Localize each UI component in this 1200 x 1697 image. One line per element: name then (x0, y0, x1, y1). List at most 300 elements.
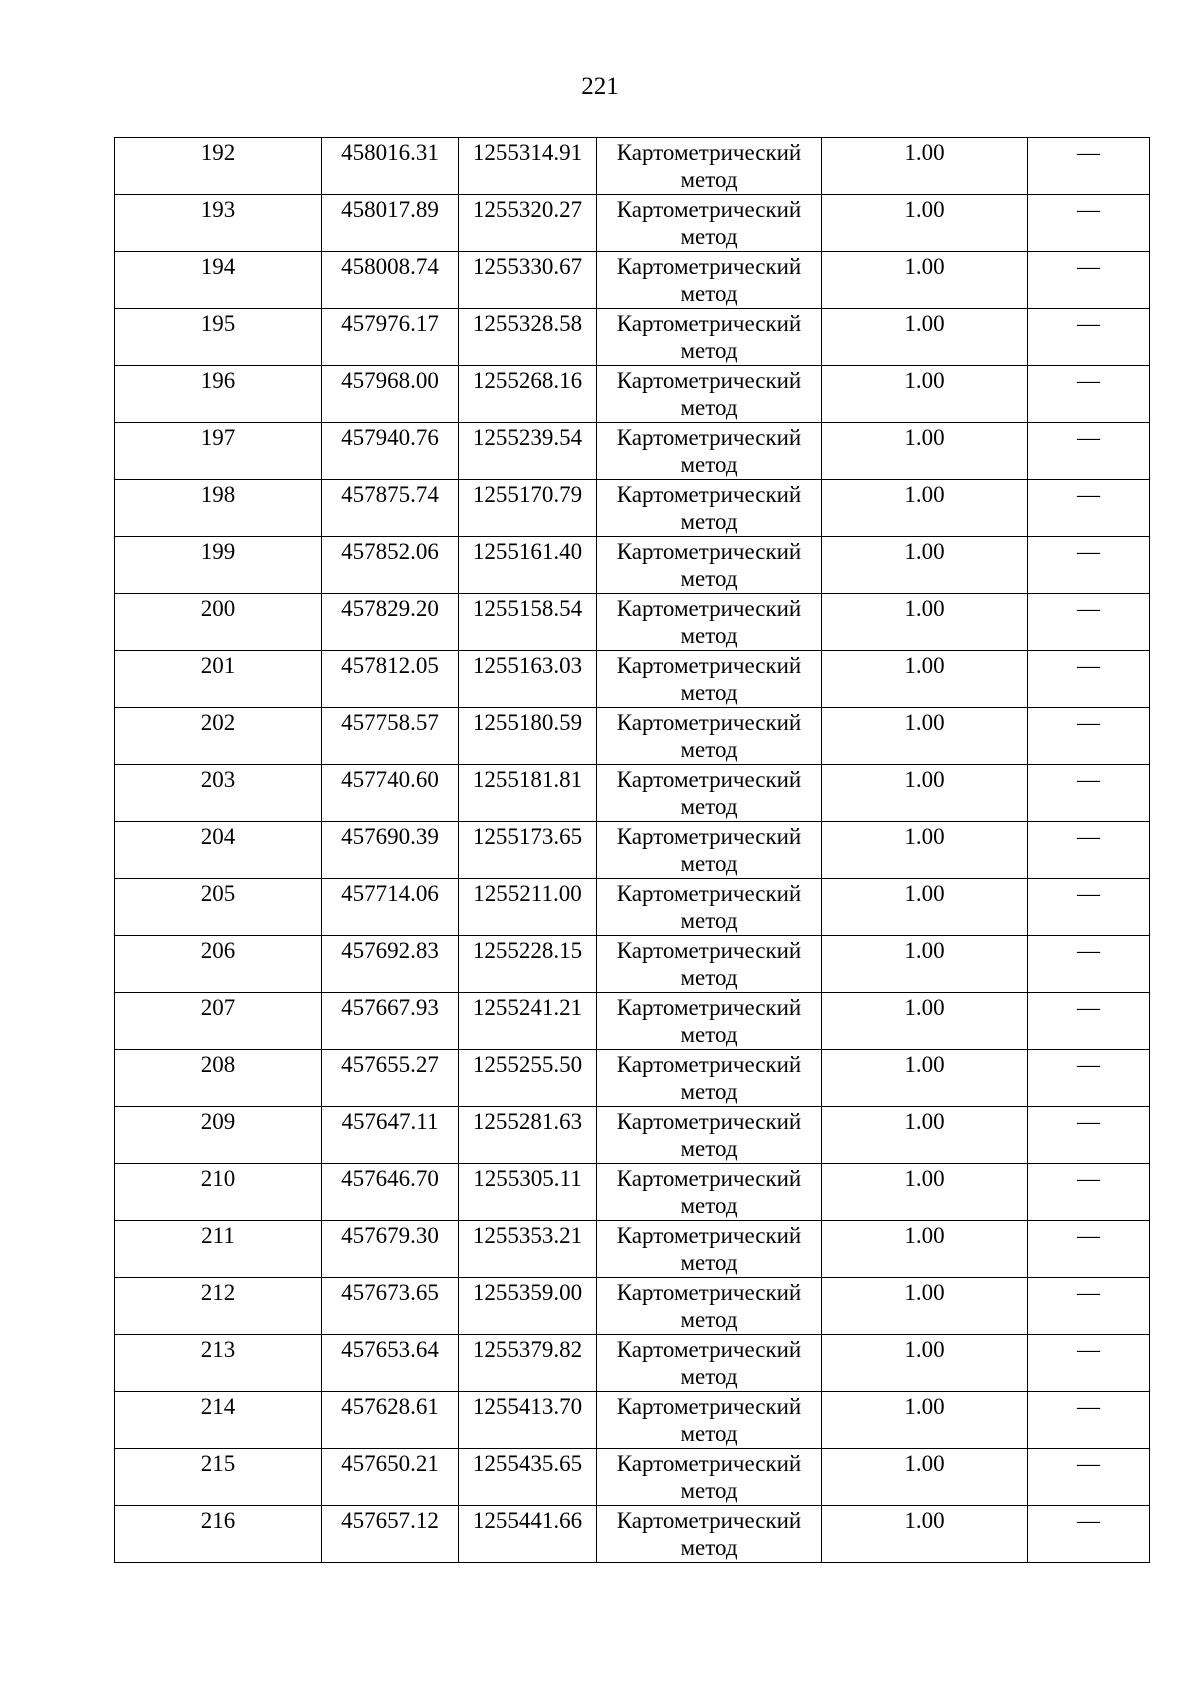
x-coordinate-cell (322, 252, 459, 309)
point-number-cell (115, 1449, 322, 1506)
point-number: 205 (200, 881, 236, 906)
table-row (115, 1506, 1150, 1563)
x-coordinate: 457829.20 (341, 596, 439, 621)
accuracy-value: 1.00 (904, 1451, 945, 1476)
x-coordinate: 457714.06 (341, 881, 439, 906)
description-cell (1028, 708, 1150, 765)
method-text-line1: Картометрический (616, 140, 802, 165)
table-row (115, 993, 1150, 1050)
description-dash: — (1077, 881, 1100, 906)
method-cell (597, 651, 822, 708)
y-coordinate-cell (459, 993, 597, 1050)
method-text-line2: метод (680, 281, 738, 306)
x-coordinate-cell (322, 1449, 459, 1506)
accuracy-value: 1.00 (904, 1394, 945, 1419)
point-number-cell (115, 537, 322, 594)
accuracy-value: 1.00 (904, 1280, 945, 1305)
x-coordinate-cell (322, 366, 459, 423)
y-coordinate-cell (459, 1392, 597, 1449)
y-coordinate: 1255359.00 (472, 1280, 583, 1305)
table-row (115, 1278, 1150, 1335)
method-text-line1: Картометрический (616, 254, 802, 279)
method-text-line2: метод (680, 395, 738, 420)
method-text-line1: Картометрический (616, 425, 802, 450)
coordinates-table (114, 137, 1150, 1563)
y-coordinate-cell (459, 1221, 597, 1278)
accuracy-cell (822, 594, 1028, 651)
method-cell (597, 480, 822, 537)
y-coordinate: 1255281.63 (472, 1109, 583, 1134)
y-coordinate: 1255181.81 (472, 767, 583, 792)
point-number-cell (115, 1164, 322, 1221)
table-row (115, 1221, 1150, 1278)
description-cell (1028, 1278, 1150, 1335)
y-coordinate-cell (459, 1506, 597, 1563)
x-coordinate-cell (322, 480, 459, 537)
y-coordinate-cell (459, 1107, 597, 1164)
description-cell (1028, 1449, 1150, 1506)
description-dash: — (1077, 1508, 1100, 1533)
description-dash: — (1077, 824, 1100, 849)
description-cell (1028, 366, 1150, 423)
description-dash: — (1077, 1109, 1100, 1134)
table-row (115, 765, 1150, 822)
method-cell (597, 1164, 822, 1221)
accuracy-cell (822, 822, 1028, 879)
point-number-cell (115, 1392, 322, 1449)
accuracy-value: 1.00 (904, 596, 945, 621)
y-coordinate-cell (459, 252, 597, 309)
accuracy-value: 1.00 (904, 767, 945, 792)
y-coordinate-cell (459, 708, 597, 765)
point-number: 206 (200, 938, 236, 963)
method-text-line1: Картометрический (616, 368, 802, 393)
method-text-line1: Картометрический (616, 1337, 802, 1362)
y-coordinate-cell (459, 366, 597, 423)
y-coordinate: 1255435.65 (472, 1451, 583, 1476)
description-dash: — (1077, 995, 1100, 1020)
page-number: 221 (581, 73, 619, 100)
description-dash: — (1077, 254, 1100, 279)
point-number-cell (115, 423, 322, 480)
description-dash: — (1077, 425, 1100, 450)
method-cell (597, 309, 822, 366)
point-number: 194 (200, 254, 236, 279)
accuracy-value: 1.00 (904, 254, 945, 279)
method-cell (597, 423, 822, 480)
method-text-line2: метод (680, 1307, 738, 1332)
table-row (115, 480, 1150, 537)
method-cell (597, 1221, 822, 1278)
table-row (115, 195, 1150, 252)
description-cell (1028, 594, 1150, 651)
description-dash: — (1077, 596, 1100, 621)
table-row (115, 879, 1150, 936)
description-cell (1028, 936, 1150, 993)
accuracy-cell (822, 1050, 1028, 1107)
method-cell (597, 537, 822, 594)
x-coordinate: 457758.57 (341, 710, 439, 735)
table-row (115, 1164, 1150, 1221)
description-dash: — (1077, 653, 1100, 678)
description-dash: — (1077, 368, 1100, 393)
description-dash: — (1077, 1166, 1100, 1191)
description-cell (1028, 822, 1150, 879)
x-coordinate: 457679.30 (341, 1223, 439, 1248)
table-row (115, 651, 1150, 708)
x-coordinate-cell (322, 708, 459, 765)
accuracy-cell (822, 1221, 1028, 1278)
y-coordinate-cell (459, 423, 597, 480)
table-row (115, 1392, 1150, 1449)
x-coordinate-cell (322, 423, 459, 480)
point-number: 210 (200, 1166, 236, 1191)
point-number-cell (115, 822, 322, 879)
point-number-cell (115, 1221, 322, 1278)
method-text-line1: Картометрический (616, 311, 802, 336)
point-number-cell (115, 252, 322, 309)
method-text-line1: Картометрический (616, 938, 802, 963)
y-coordinate: 1255163.03 (472, 653, 583, 678)
point-number-cell (115, 1335, 322, 1392)
y-coordinate: 1255314.91 (472, 140, 583, 165)
method-cell (597, 765, 822, 822)
y-coordinate-cell (459, 1278, 597, 1335)
x-coordinate-cell (322, 1221, 459, 1278)
x-coordinate-cell (322, 993, 459, 1050)
x-coordinate: 457690.39 (341, 824, 439, 849)
y-coordinate: 1255228.15 (472, 938, 583, 963)
table-body (115, 138, 1150, 1563)
method-text-line2: метод (680, 224, 738, 249)
accuracy-cell (822, 138, 1028, 195)
method-text-line2: метод (680, 908, 738, 933)
accuracy-value: 1.00 (904, 1052, 945, 1077)
x-coordinate: 458008.74 (341, 254, 439, 279)
accuracy-value: 1.00 (904, 482, 945, 507)
description-cell (1028, 309, 1150, 366)
method-cell (597, 366, 822, 423)
method-text-line2: метод (680, 1421, 738, 1446)
point-number: 202 (200, 710, 236, 735)
point-number: 193 (200, 197, 236, 222)
point-number: 207 (200, 995, 236, 1020)
method-text-line2: метод (680, 1193, 738, 1218)
method-text-line1: Картометрический (616, 482, 802, 507)
description-dash: — (1077, 1280, 1100, 1305)
description-dash: — (1077, 311, 1100, 336)
x-coordinate-cell (322, 1506, 459, 1563)
description-dash: — (1077, 1052, 1100, 1077)
point-number: 203 (200, 767, 236, 792)
y-coordinate-cell (459, 1164, 597, 1221)
method-cell (597, 1107, 822, 1164)
method-cell (597, 195, 822, 252)
method-text-line1: Картометрический (616, 1280, 802, 1305)
method-text-line2: метод (680, 566, 738, 591)
x-coordinate: 458016.31 (341, 140, 439, 165)
x-coordinate: 457852.06 (341, 539, 439, 564)
method-text-line2: метод (680, 680, 738, 705)
method-text-line1: Картометрический (616, 653, 802, 678)
y-coordinate: 1255441.66 (472, 1508, 583, 1533)
accuracy-cell (822, 1335, 1028, 1392)
table-row (115, 1050, 1150, 1107)
description-dash: — (1077, 140, 1100, 165)
method-text-line2: метод (680, 338, 738, 363)
accuracy-cell (822, 537, 1028, 594)
y-coordinate-cell (459, 537, 597, 594)
accuracy-cell (822, 993, 1028, 1050)
point-number-cell (115, 1050, 322, 1107)
method-cell (597, 1392, 822, 1449)
method-text-line1: Картометрический (616, 824, 802, 849)
description-dash: — (1077, 710, 1100, 735)
accuracy-value: 1.00 (904, 881, 945, 906)
description-cell (1028, 651, 1150, 708)
y-coordinate: 1255180.59 (472, 710, 583, 735)
point-number-cell (115, 936, 322, 993)
description-cell (1028, 537, 1150, 594)
y-coordinate: 1255239.54 (472, 425, 583, 450)
accuracy-value: 1.00 (904, 368, 945, 393)
x-coordinate-cell (322, 195, 459, 252)
table-row (115, 1449, 1150, 1506)
point-number: 196 (200, 368, 236, 393)
y-coordinate-cell (459, 480, 597, 537)
x-coordinate-cell (322, 138, 459, 195)
point-number: 198 (200, 482, 236, 507)
method-text-line2: метод (680, 851, 738, 876)
table-row (115, 1335, 1150, 1392)
method-text-line2: метод (680, 1535, 738, 1560)
accuracy-cell (822, 1506, 1028, 1563)
x-coordinate-cell (322, 309, 459, 366)
method-text-line2: метод (680, 1022, 738, 1047)
x-coordinate-cell (322, 1050, 459, 1107)
y-coordinate: 1255170.79 (472, 482, 583, 507)
x-coordinate: 457673.65 (341, 1280, 439, 1305)
point-number-cell (115, 765, 322, 822)
method-cell (597, 1278, 822, 1335)
method-cell (597, 1449, 822, 1506)
x-coordinate: 457653.64 (341, 1337, 439, 1362)
description-dash: — (1077, 197, 1100, 222)
method-cell (597, 936, 822, 993)
method-cell (597, 708, 822, 765)
description-dash: — (1077, 1223, 1100, 1248)
description-dash: — (1077, 482, 1100, 507)
description-cell (1028, 1506, 1150, 1563)
method-text-line1: Картометрический (616, 1223, 802, 1248)
x-coordinate: 457657.12 (341, 1508, 439, 1533)
description-cell (1028, 480, 1150, 537)
description-dash: — (1077, 1337, 1100, 1362)
point-number-cell (115, 594, 322, 651)
y-coordinate: 1255330.67 (472, 254, 583, 279)
x-coordinate-cell (322, 1278, 459, 1335)
description-cell (1028, 195, 1150, 252)
method-text-line2: метод (680, 737, 738, 762)
description-cell (1028, 993, 1150, 1050)
x-coordinate-cell (322, 537, 459, 594)
point-number-cell (115, 1506, 322, 1563)
method-text-line1: Картометрический (616, 710, 802, 735)
point-number-cell (115, 708, 322, 765)
method-text-line1: Картометрический (616, 995, 802, 1020)
point-number-cell (115, 1278, 322, 1335)
point-number-cell (115, 993, 322, 1050)
y-coordinate: 1255320.27 (472, 197, 583, 222)
accuracy-value: 1.00 (904, 938, 945, 963)
table-row (115, 1107, 1150, 1164)
method-text-line1: Картометрический (616, 1052, 802, 1077)
description-dash: — (1077, 938, 1100, 963)
method-text-line1: Картометрический (616, 1109, 802, 1134)
point-number-cell (115, 309, 322, 366)
accuracy-cell (822, 1449, 1028, 1506)
accuracy-value: 1.00 (904, 311, 945, 336)
method-cell (597, 1506, 822, 1563)
x-coordinate: 457650.21 (341, 1451, 439, 1476)
accuracy-value: 1.00 (904, 197, 945, 222)
accuracy-value: 1.00 (904, 539, 945, 564)
point-number-cell (115, 366, 322, 423)
method-cell (597, 1050, 822, 1107)
y-coordinate: 1255211.00 (473, 881, 582, 906)
y-coordinate: 1255353.21 (472, 1223, 583, 1248)
method-text-line1: Картометрический (616, 1394, 802, 1419)
point-number-cell (115, 1107, 322, 1164)
y-coordinate: 1255241.21 (472, 995, 583, 1020)
table-row (115, 594, 1150, 651)
accuracy-cell (822, 423, 1028, 480)
description-dash: — (1077, 1394, 1100, 1419)
accuracy-value: 1.00 (904, 140, 945, 165)
method-text-line2: метод (680, 1478, 738, 1503)
accuracy-cell (822, 480, 1028, 537)
description-cell (1028, 1107, 1150, 1164)
point-number: 192 (200, 140, 236, 165)
x-coordinate: 457647.11 (341, 1109, 439, 1134)
method-cell (597, 1335, 822, 1392)
point-number: 211 (201, 1223, 235, 1248)
x-coordinate: 457740.60 (341, 767, 439, 792)
method-text-line2: метод (680, 1250, 738, 1275)
description-cell (1028, 1221, 1150, 1278)
y-coordinate-cell (459, 309, 597, 366)
x-coordinate: 457646.70 (341, 1166, 439, 1191)
x-coordinate-cell (322, 1392, 459, 1449)
method-text-line2: метод (680, 452, 738, 477)
y-coordinate: 1255413.70 (472, 1394, 583, 1419)
method-text-line1: Картометрический (616, 596, 802, 621)
table-row (115, 252, 1150, 309)
x-coordinate: 457940.76 (341, 425, 439, 450)
accuracy-value: 1.00 (904, 824, 945, 849)
x-coordinate: 457628.61 (341, 1394, 439, 1419)
y-coordinate-cell (459, 651, 597, 708)
point-number: 204 (200, 824, 236, 849)
method-cell (597, 822, 822, 879)
y-coordinate: 1255305.11 (473, 1166, 582, 1191)
y-coordinate: 1255173.65 (472, 824, 583, 849)
point-number: 197 (200, 425, 236, 450)
description-cell (1028, 1392, 1150, 1449)
x-coordinate: 457812.05 (341, 653, 439, 678)
accuracy-cell (822, 309, 1028, 366)
point-number: 212 (200, 1280, 236, 1305)
table-row (115, 822, 1150, 879)
y-coordinate-cell (459, 936, 597, 993)
accuracy-value: 1.00 (904, 1109, 945, 1134)
x-coordinate-cell (322, 1335, 459, 1392)
y-coordinate: 1255158.54 (472, 596, 583, 621)
table-row (115, 537, 1150, 594)
accuracy-cell (822, 252, 1028, 309)
y-coordinate-cell (459, 1449, 597, 1506)
accuracy-value: 1.00 (904, 1508, 945, 1533)
accuracy-cell (822, 366, 1028, 423)
x-coordinate-cell (322, 594, 459, 651)
x-coordinate: 458017.89 (341, 197, 439, 222)
method-cell (597, 594, 822, 651)
description-cell (1028, 765, 1150, 822)
point-number: 209 (200, 1109, 236, 1134)
x-coordinate: 457968.00 (341, 368, 439, 393)
x-coordinate-cell (322, 651, 459, 708)
method-cell (597, 252, 822, 309)
description-cell (1028, 252, 1150, 309)
method-cell (597, 879, 822, 936)
table-row (115, 708, 1150, 765)
accuracy-value: 1.00 (904, 1166, 945, 1191)
y-coordinate-cell (459, 765, 597, 822)
point-number: 201 (200, 653, 236, 678)
accuracy-cell (822, 195, 1028, 252)
y-coordinate-cell (459, 1335, 597, 1392)
y-coordinate-cell (459, 195, 597, 252)
description-cell (1028, 423, 1150, 480)
y-coordinate-cell (459, 1050, 597, 1107)
x-coordinate-cell (322, 1164, 459, 1221)
method-text-line2: метод (680, 509, 738, 534)
method-text-line1: Картометрический (616, 1166, 802, 1191)
table-row (115, 366, 1150, 423)
x-coordinate-cell (322, 765, 459, 822)
point-number-cell (115, 651, 322, 708)
point-number: 215 (200, 1451, 236, 1476)
point-number-cell (115, 195, 322, 252)
method-text-line1: Картометрический (616, 767, 802, 792)
method-text-line1: Картометрический (616, 197, 802, 222)
method-text-line1: Картометрический (616, 539, 802, 564)
accuracy-value: 1.00 (904, 1337, 945, 1362)
y-coordinate: 1255268.16 (472, 368, 583, 393)
accuracy-cell (822, 879, 1028, 936)
description-dash: — (1077, 1451, 1100, 1476)
table-row (115, 936, 1150, 993)
point-number: 213 (200, 1337, 236, 1362)
x-coordinate-cell (322, 822, 459, 879)
accuracy-cell (822, 708, 1028, 765)
description-cell (1028, 1335, 1150, 1392)
y-coordinate-cell (459, 879, 597, 936)
x-coordinate: 457692.83 (341, 938, 439, 963)
point-number: 199 (200, 539, 236, 564)
accuracy-cell (822, 936, 1028, 993)
description-cell (1028, 879, 1150, 936)
